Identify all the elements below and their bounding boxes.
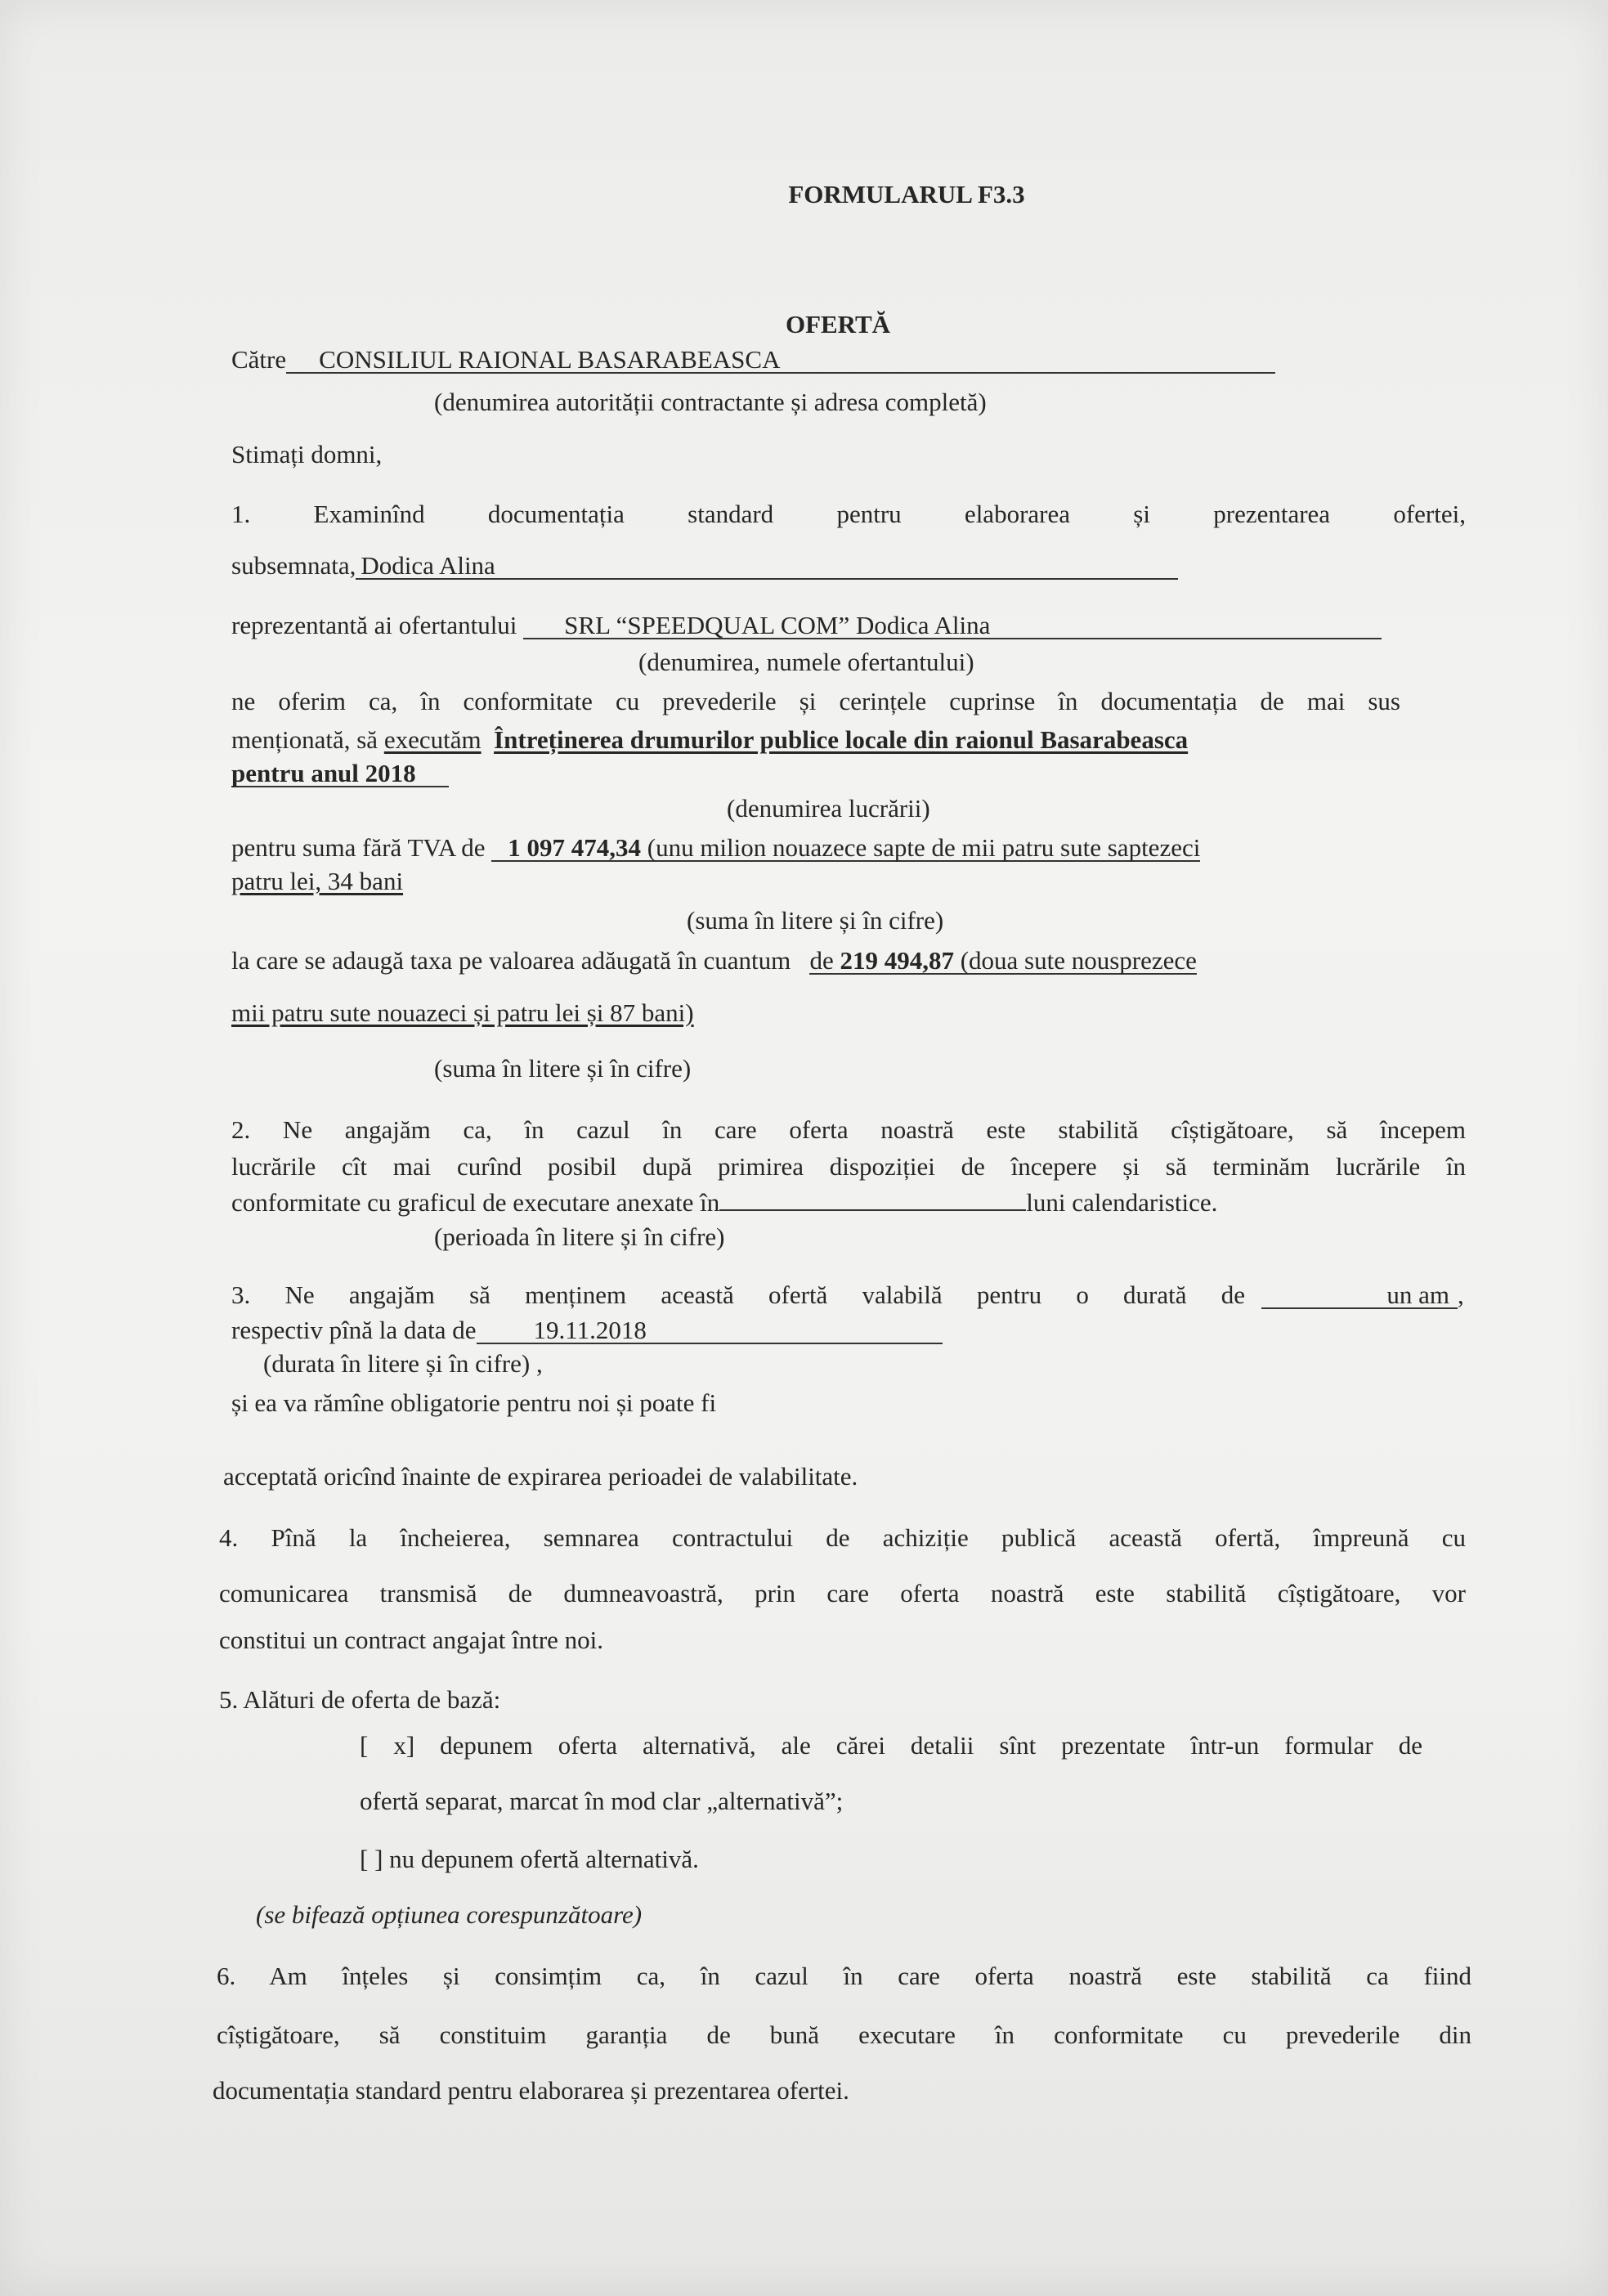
p2-line2: lucrările cît mai curînd posibil după primirea dispoziției de începere și să terminăm lucrările în bbox=[231, 1152, 1466, 1181]
p3-line1: 3. Ne angajăm să menținem această ofertă valabilă pentru o durată de bbox=[231, 1280, 1245, 1309]
date-line bbox=[231, 1314, 943, 1347]
vat-label: la care se adaugă taxa pe valoarea adăugată în cuantum bbox=[231, 946, 791, 975]
work-hint: (denumirea lucrării) bbox=[727, 794, 930, 823]
p2-line3-a: conformitate cu graficul de executare anexate în bbox=[231, 1188, 720, 1217]
representative-label: reprezentantă ai ofertantului bbox=[231, 611, 517, 639]
duration-field: un am , bbox=[1261, 1279, 1464, 1312]
duration-value: un am bbox=[1261, 1283, 1458, 1309]
sum-value: 1 097 474,34 bbox=[508, 833, 641, 862]
date-value: 19.11.2018 bbox=[477, 1318, 943, 1344]
greeting: Stimați domni, bbox=[231, 440, 383, 469]
recipient-hint: (denumirea autorității contractante și adresa completă) bbox=[434, 388, 987, 416]
vat-line bbox=[231, 944, 1197, 977]
signer-value: Dodica Alina bbox=[356, 554, 1178, 580]
p6-line1: 6. Am înțeles și consimțim ca, în cazul în care oferta noastră este stabilită ca fiind bbox=[217, 1962, 1471, 1990]
option-alternative: [ x] depunem oferta alternativă, ale cărei detalii sînt prezentate într-un formular de bbox=[360, 1731, 1422, 1760]
form-title: FORMULARUL F3.3 bbox=[788, 180, 1025, 209]
representative-hint: (denumirea, numele ofertantului) bbox=[638, 648, 974, 676]
sum-words-2: patru lei, 34 bani bbox=[231, 867, 404, 895]
p5-hint: (se bifează opțiunea corespunzătoare) bbox=[256, 1900, 643, 1929]
vat-words-2: mii patru sute nouazeci și patru lei și 87 bani) bbox=[231, 998, 694, 1027]
recipient-value: CONSILIUL RAIONAL BASARABEASCA bbox=[286, 348, 1275, 374]
vat-words: (doua sute nousprezece bbox=[960, 946, 1197, 975]
recipient-line bbox=[231, 343, 1275, 376]
p3-hint: (durata în litere și în cifre) , bbox=[263, 1349, 543, 1378]
work-line bbox=[231, 724, 1188, 756]
p6-line2: cîștigătoare, să constituim garanția de bună executare în conformitate cu prevederile din bbox=[217, 2020, 1471, 2049]
signer-line bbox=[231, 549, 1178, 582]
option-alternative-2: ofertă separat, marcat în mod clar „alternativă”; bbox=[360, 1787, 844, 1815]
p1-line1: 1. Examinînd documentația standard pentru elaborarea și prezentarea ofertei, bbox=[231, 500, 1466, 528]
p3-line5: acceptată oricînd înainte de expirarea perioadei de valabilitate. bbox=[223, 1462, 858, 1491]
p4-line3: constitui un contract angajat între noi. bbox=[219, 1626, 604, 1654]
sum-line bbox=[231, 832, 1200, 864]
p2-hint: (perioada în litere și în cifre) bbox=[434, 1222, 725, 1251]
work-line2 bbox=[231, 757, 449, 790]
work-name-2: pentru anul 2018 bbox=[231, 761, 449, 787]
p2-line1: 2. Ne angajăm ca, în cazul în care oferta noastră este stabilită cîștigătoare, să începem bbox=[231, 1115, 1466, 1144]
p3-line4: și ea va rămîne obligatorie pentru noi și poate fi bbox=[231, 1388, 717, 1417]
months-field bbox=[719, 1209, 1026, 1211]
offer-heading: OFERTĂ bbox=[785, 310, 891, 339]
p4-line2: comunicarea transmisă de dumneavoastră, prin care oferta noastră este stabilită cîștigătoare, vor bbox=[219, 1579, 1466, 1608]
p5-line1: 5. Alături de oferta de bază: bbox=[219, 1685, 501, 1714]
option-no-alternative: [ ] nu depunem ofertă alternativă. bbox=[360, 1845, 699, 1873]
work-exec: executăm bbox=[383, 725, 482, 754]
vat-hint: (suma în litere și în cifre) bbox=[434, 1054, 692, 1083]
p2-line3-b: luni calendaristice. bbox=[1026, 1188, 1218, 1217]
representative-value: SRL “SPEEDQUAL COM” Dodica Alina bbox=[523, 613, 1382, 639]
sum-line2 bbox=[231, 865, 403, 898]
vat-value: 219 494,87 bbox=[840, 946, 954, 975]
sum-hint: (suma în litere și în cifre) bbox=[687, 906, 944, 935]
sum-label: pentru suma fără TVA de bbox=[231, 833, 486, 862]
p1-line4: ne oferim ca, în conformitate cu prevederile și cerințele cuprinse în documentația de mai sus bbox=[231, 687, 1400, 715]
representative-line bbox=[231, 609, 1382, 642]
sum-words: (unu milion nouazece sapte de mii patru sute saptezeci bbox=[647, 833, 1201, 862]
date-label: respectiv pînă la data de bbox=[231, 1316, 477, 1344]
vat-prefix: de bbox=[809, 946, 834, 975]
p2-line3 bbox=[231, 1186, 1217, 1219]
p6-line3: documentația standard pentru elaborarea și prezentarea ofertei. bbox=[213, 2076, 849, 2105]
vat-line2 bbox=[231, 997, 694, 1029]
p4-line1: 4. Pînă la încheierea, semnarea contractului de achiziție publică această ofertă, împreună cu bbox=[219, 1523, 1466, 1552]
signer-label: subsemnata, bbox=[231, 551, 356, 580]
work-prefix: menționată, să bbox=[231, 725, 378, 754]
work-name: Întreținerea drumurilor publice locale din raionul Basarabeasca bbox=[494, 725, 1189, 754]
recipient-label: Către bbox=[231, 345, 287, 374]
